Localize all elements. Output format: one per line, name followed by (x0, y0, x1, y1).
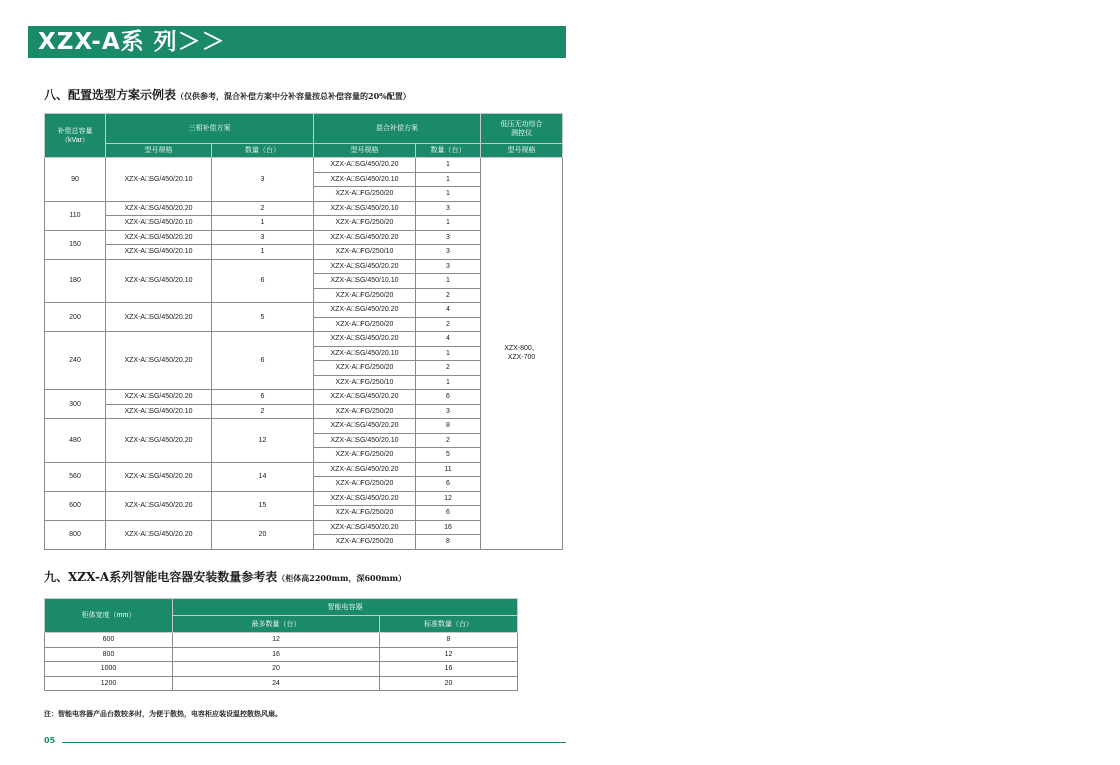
three-phase-model: XZX-A□SG/450/20.10 (106, 404, 212, 419)
three-phase-qty: 3 (212, 230, 314, 245)
mixed-qty: 5 (416, 448, 481, 463)
std-qty: 12 (380, 647, 518, 662)
three-phase-model: XZX-A□SG/450/20.20 (106, 201, 212, 216)
banner-title: XZX-A系 列＞＞ (38, 29, 226, 55)
three-phase-model: XZX-A□SG/450/20.20 (106, 520, 212, 549)
three-phase-qty: 3 (212, 158, 314, 202)
mixed-model: XZX-A□FG/250/20 (314, 317, 416, 332)
configuration-table (44, 113, 563, 550)
mixed-model: XZX-A□SG/450/20.20 (314, 491, 416, 506)
three-phase-model: XZX-A□SG/450/20.10 (106, 158, 212, 202)
std-qty: 20 (380, 676, 518, 691)
mixed-model: XZX-A□FG/250/20 (314, 288, 416, 303)
mixed-model: XZX-A□SG/450/20.20 (314, 303, 416, 318)
capacity-cell: 150 (45, 230, 106, 259)
max-qty: 24 (173, 676, 380, 691)
mixed-model: XZX-A□FG/250/20 (314, 361, 416, 376)
three-phase-qty: 2 (212, 404, 314, 419)
mixed-model: XZX-A□FG/250/20 (314, 477, 416, 492)
mixed-qty: 1 (416, 187, 481, 202)
three-phase-model: XZX-A□SG/450/20.10 (106, 259, 212, 303)
mixed-qty: 12 (416, 491, 481, 506)
three-phase-qty: 2 (212, 201, 314, 216)
three-phase-model: XZX-A□SG/450/20.10 (106, 245, 212, 260)
header-model: 型号规格 (481, 144, 563, 158)
capacity-cell: 90 (45, 158, 106, 202)
mixed-qty: 1 (416, 216, 481, 231)
mixed-qty: 8 (416, 419, 481, 434)
mixed-qty: 1 (416, 172, 481, 187)
capacity-cell: 800 (45, 520, 106, 549)
table-row (45, 662, 518, 677)
max-qty: 16 (173, 647, 380, 662)
mixed-model: XZX-A□FG/250/20 (314, 448, 416, 463)
three-phase-model: XZX-A□SG/450/20.20 (106, 230, 212, 245)
mixed-qty: 4 (416, 332, 481, 347)
header-qty: 数量（台） (212, 144, 314, 158)
three-phase-qty: 20 (212, 520, 314, 549)
mixed-qty: 1 (416, 158, 481, 173)
cabinet-width: 600 (45, 633, 173, 648)
mixed-qty: 3 (416, 201, 481, 216)
std-qty: 8 (380, 633, 518, 648)
cabinet-width: 1200 (45, 676, 173, 691)
footer-rule (62, 742, 566, 743)
mixed-model: XZX-A□SG/450/20.20 (314, 419, 416, 434)
capacity-cell: 600 (45, 491, 106, 520)
table-row (45, 158, 563, 173)
capacity-cell: 560 (45, 462, 106, 491)
cabinet-width: 1000 (45, 662, 173, 677)
three-phase-qty: 1 (212, 245, 314, 260)
std-qty: 16 (380, 662, 518, 677)
mixed-qty: 3 (416, 259, 481, 274)
mixed-qty: 2 (416, 361, 481, 376)
three-phase-qty: 5 (212, 303, 314, 332)
section-8-title (44, 86, 411, 103)
mixed-model: XZX-A□SG/450/20.20 (314, 462, 416, 477)
mixed-qty: 6 (416, 506, 481, 521)
three-phase-qty: 1 (212, 216, 314, 231)
three-phase-qty: 6 (212, 390, 314, 405)
section-9-note: （柜体高2200mm，深600mm） (277, 573, 407, 583)
cabinet-width: 800 (45, 647, 173, 662)
mixed-qty: 2 (416, 317, 481, 332)
mixed-qty: 2 (416, 288, 481, 303)
header-std-qty: 标准数量（台） (380, 616, 518, 633)
mixed-qty: 11 (416, 462, 481, 477)
three-phase-model: XZX-A□SG/450/20.20 (106, 390, 212, 405)
table-row (45, 633, 518, 648)
mixed-qty: 1 (416, 375, 481, 390)
mixed-model: XZX-A□FG/250/20 (314, 535, 416, 550)
mixed-model: XZX-A□SG/450/20.20 (314, 520, 416, 535)
three-phase-model: XZX-A□SG/450/20.20 (106, 332, 212, 390)
mixed-model: XZX-A□SG/450/20.20 (314, 230, 416, 245)
mixed-qty: 1 (416, 346, 481, 361)
series-banner (28, 26, 566, 58)
mixed-model: XZX-A□SG/450/20.20 (314, 390, 416, 405)
section-9-heading: 九、XZX-A系列智能电容器安装数量参考表 (44, 570, 278, 584)
three-phase-qty: 6 (212, 332, 314, 390)
mixed-model: XZX-A□FG/250/10 (314, 245, 416, 260)
header-smart-capacitor: 智能电容器 (173, 599, 518, 616)
mixed-qty: 2 (416, 433, 481, 448)
mixed-qty: 1 (416, 274, 481, 289)
configuration-table-body (45, 158, 563, 550)
mixed-qty: 3 (416, 245, 481, 260)
three-phase-model: XZX-A□SG/450/20.20 (106, 303, 212, 332)
mixed-qty: 6 (416, 390, 481, 405)
lv-controller-model: XZX-800、XZX-700 (481, 158, 563, 550)
three-phase-qty: 15 (212, 491, 314, 520)
capacity-cell: 110 (45, 201, 106, 230)
mixed-model: XZX-A□SG/450/20.10 (314, 433, 416, 448)
header-max-qty: 最多数量（台） (173, 616, 380, 633)
mixed-model: XZX-A□SG/450/20.10 (314, 172, 416, 187)
max-qty: 20 (173, 662, 380, 677)
mixed-model: XZX-A□SG/450/20.20 (314, 259, 416, 274)
footnote: 注：智能电容器产品台数较多时，为便于散热，电容柜应装设温控散热风扇。 (44, 710, 282, 718)
three-phase-qty: 6 (212, 259, 314, 303)
three-phase-model: XZX-A□SG/450/20.20 (106, 491, 212, 520)
mixed-model: XZX-A□FG/250/20 (314, 216, 416, 231)
header-model: 型号规格 (314, 144, 416, 158)
three-phase-qty: 12 (212, 419, 314, 463)
header-three-phase: 三相补偿方案 (106, 114, 314, 144)
header-mixed: 混合补偿方案 (314, 114, 481, 144)
mixed-qty: 4 (416, 303, 481, 318)
section-8-heading: 八、配置选型方案示例表 (44, 88, 177, 102)
mixed-model: XZX-A□SG/450/20.20 (314, 332, 416, 347)
section-9-title (44, 568, 406, 585)
three-phase-model: XZX-A□SG/450/20.20 (106, 419, 212, 463)
table-row (45, 676, 518, 691)
mixed-qty: 8 (416, 535, 481, 550)
installation-table-body (45, 633, 518, 691)
mixed-qty: 3 (416, 404, 481, 419)
capacity-cell: 480 (45, 419, 106, 463)
three-phase-model: XZX-A□SG/450/20.10 (106, 216, 212, 231)
capacity-cell: 240 (45, 332, 106, 390)
header-model: 型号规格 (106, 144, 212, 158)
page-number: 05 (44, 736, 56, 745)
header-lv-controller: 低压无功综合测控仪 (481, 114, 563, 144)
header-cabinet-width: 柜体宽度（mm） (45, 599, 173, 633)
capacity-cell: 180 (45, 259, 106, 303)
section-8-note: （仅供参考，混合补偿方案中分补容量按总补偿容量的20%配置） (176, 91, 411, 101)
capacity-cell: 300 (45, 390, 106, 419)
max-qty: 12 (173, 633, 380, 648)
mixed-model: XZX-A□FG/250/20 (314, 404, 416, 419)
three-phase-qty: 14 (212, 462, 314, 491)
mixed-qty: 16 (416, 520, 481, 535)
mixed-model: XZX-A□FG/250/20 (314, 506, 416, 521)
installation-quantity-table (44, 598, 518, 691)
header-capacity: 补偿总容量（kVar） (45, 114, 106, 158)
mixed-model: XZX-A□SG/450/10.10 (314, 274, 416, 289)
table-row (45, 647, 518, 662)
capacity-cell: 200 (45, 303, 106, 332)
mixed-model: XZX-A□SG/450/20.20 (314, 158, 416, 173)
header-qty: 数量（台） (416, 144, 481, 158)
mixed-qty: 6 (416, 477, 481, 492)
mixed-model: XZX-A□FG/250/20 (314, 187, 416, 202)
mixed-model: XZX-A□FG/250/10 (314, 375, 416, 390)
three-phase-model: XZX-A□SG/450/20.20 (106, 462, 212, 491)
mixed-qty: 3 (416, 230, 481, 245)
mixed-model: XZX-A□SG/450/20.10 (314, 201, 416, 216)
mixed-model: XZX-A□SG/450/20.10 (314, 346, 416, 361)
